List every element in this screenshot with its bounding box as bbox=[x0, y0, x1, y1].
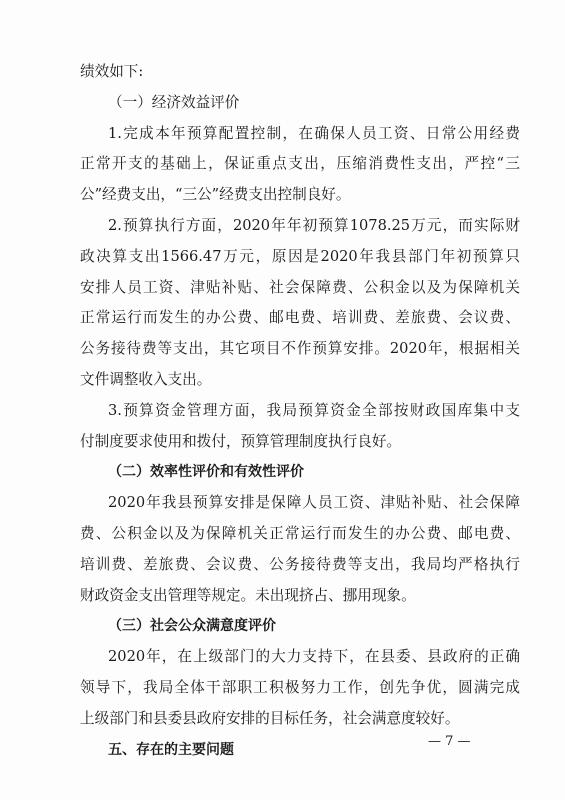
paragraph-line: 安排人员工资、津贴补贴、社会保障费、公积金以及为保障机关 bbox=[80, 279, 520, 296]
paragraph-line: 上级部门和县委县政府安排的目标任务，社会满意度较好。 bbox=[80, 710, 460, 727]
section-heading: 五、存在的主要问题 bbox=[108, 742, 234, 758]
paragraph-line: 正常运行而发生的办公费、邮电费、培训费、差旅费、会议费、 bbox=[80, 309, 520, 326]
paragraph-line: 绩效如下: bbox=[80, 63, 144, 80]
paragraph-line: 政决算支出1566.47万元，原因是2020年我县部门年初预算只 bbox=[80, 248, 520, 265]
paragraph-line: 公务接待费等支出，其它项目不作预算安排。2020年，根据相关 bbox=[80, 340, 520, 357]
paragraph-line: 文件调整收入支出。 bbox=[80, 371, 212, 388]
page-number: — 7 — bbox=[428, 734, 471, 749]
paragraph-line: 培训费、差旅费、会议费、公务接待费等支出，我局均严格执行 bbox=[80, 556, 520, 573]
paragraph-line: 费、公积金以及为保障机关正常运行而发生的办公费、邮电费、 bbox=[80, 525, 520, 542]
paragraph-line: 2.预算执行方面，2020年年初预算1078.25万元，而实际财 bbox=[108, 217, 520, 234]
paragraph-line: 财政资金支出管理等规定。未出现挤占、挪用现象。 bbox=[80, 587, 416, 604]
paragraph-line: 公”经费支出，“三公”经费支出控制良好。 bbox=[80, 186, 351, 203]
paragraph-line: （一）经济效益评价 bbox=[108, 94, 240, 111]
paragraph-line: 2020年我县预算安排是保障人员工资、津贴补贴、社会保障 bbox=[108, 494, 520, 511]
paragraph-line: 付制度要求使用和拨付，预算管理制度执行良好。 bbox=[80, 433, 402, 450]
paragraph-line: 正常开支的基础上，保证重点支出，压缩消费性支出，严控“三 bbox=[80, 155, 520, 172]
paragraph-line: 1.完成本年预算配置控制，在确保人员工资、日常公用经费 bbox=[108, 125, 520, 142]
section-heading: （二）效率性评价和有效性评价 bbox=[108, 464, 304, 480]
paragraph-line: 领导下，我局全体干部职工积极努力工作，创先争优，圆满完成 bbox=[80, 679, 520, 696]
section-heading: （三）社会公众满意度评价 bbox=[108, 618, 276, 634]
paragraph-line: 2020年，在上级部门的大力支持下，在县委、县政府的正确 bbox=[108, 648, 520, 665]
paragraph-line: 3.预算资金管理方面，我局预算资金全部按财政国库集中支 bbox=[108, 402, 520, 419]
